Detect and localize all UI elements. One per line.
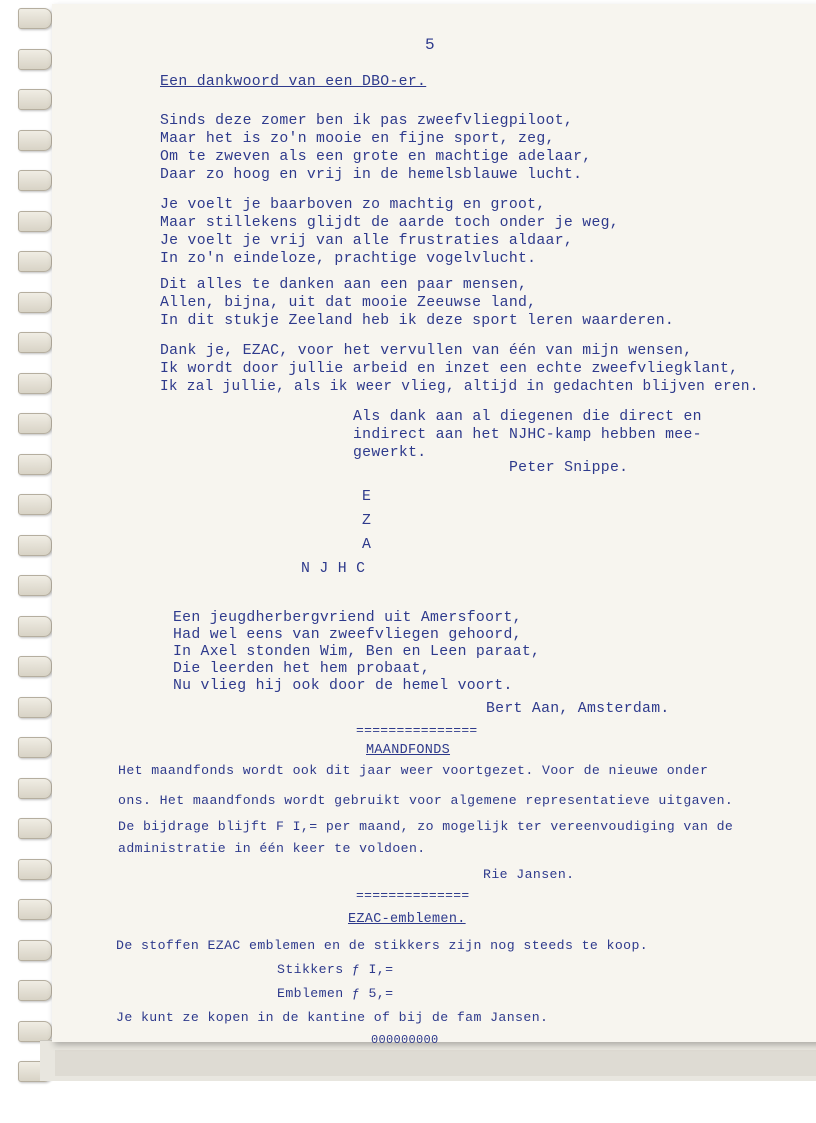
acrostic-row: N J H C [301, 561, 366, 577]
binding-ring [18, 616, 52, 637]
binding-ring [18, 535, 52, 556]
underlying-page-2 [55, 1050, 816, 1076]
poem-line: Je voelt je vrij van alle frustraties aldaar, [160, 233, 574, 249]
emblemen-title: EZAC-emblemen. [348, 912, 466, 927]
binding-ring [18, 940, 52, 961]
poem-line: Sinds deze zomer ben ik pas zweefvliegpiloot, [160, 113, 574, 129]
maandfonds-author: Rie Jansen. [483, 867, 575, 882]
binding-ring [18, 332, 52, 353]
poem-line: Ik zal jullie, als ik weer vlieg, altijd in gedachten blijven eren. [160, 379, 759, 395]
binding-ring [18, 737, 52, 758]
poem-line: Dit alles te danken aan een paar mensen, [160, 277, 528, 293]
binding-ring [18, 818, 52, 839]
binding-ring [18, 49, 52, 70]
acrostic-letter: Z [362, 513, 372, 529]
dedication-line: gewerkt. [353, 445, 427, 461]
binding-ring [18, 1021, 52, 1042]
poem-line: Had wel eens van zweefvliegen gehoord, [173, 627, 522, 643]
page-number: 5 [425, 36, 435, 54]
poem-line: Ik wordt door jullie arbeid en inzet een echte zweefvliegklant, [160, 361, 739, 377]
price-line: Emblemen ƒ 5,= [277, 986, 394, 1001]
poem-line: Dank je, EZAC, voor het vervullen van één van mijn wensen, [160, 343, 693, 359]
binding-ring [18, 170, 52, 191]
poem-line: Je voelt je baarboven zo machtig en groot, [160, 197, 546, 213]
poem-line: Maar het is zo'n mooie en fijne sport, zeg, [160, 131, 555, 147]
binding-ring [18, 899, 52, 920]
binding-ring [18, 373, 52, 394]
binding-ring [18, 454, 52, 475]
typed-page [52, 4, 816, 1047]
poem-line: Die leerden het hem probaat, [173, 661, 431, 677]
maandfonds-title: MAANDFONDS [366, 743, 451, 758]
price-line: Stikkers ƒ I,= [277, 962, 394, 977]
binding-ring [18, 697, 52, 718]
binding-ring [18, 494, 52, 515]
body-line: administratie in één keer te voldoen. [118, 841, 426, 856]
poem2-author: Bert Aan, Amsterdam. [486, 701, 670, 717]
dedication-line: indirect aan het NJHC-kamp hebben mee- [353, 427, 702, 443]
binding-ring [18, 8, 52, 29]
binding-ring [18, 413, 52, 434]
body-line: ons. Het maandfonds wordt gebruikt voor algemene representatieve uitgaven. [118, 793, 734, 808]
binding-ring [18, 292, 52, 313]
poem-line: Daar zo hoog en vrij in de hemelsblauwe lucht. [160, 167, 583, 183]
binding-ring [18, 211, 52, 232]
dedication-line: Als dank aan al diegenen die direct en [353, 409, 702, 425]
poem-line: Een jeugdherbergvriend uit Amersfoort, [173, 610, 522, 626]
poem-line: In zo'n eindeloze, prachtige vogelvlucht. [160, 251, 537, 267]
body-line: Het maandfonds wordt ook dit jaar weer voortgezet. Voor de nieuwe onder [118, 763, 709, 778]
acrostic-letter: E [362, 489, 372, 505]
poem-line: In dit stukje Zeeland heb ik deze sport leren waarderen. [160, 313, 675, 329]
acrostic-letter: A [362, 537, 372, 553]
poem1-author: Peter Snippe. [509, 460, 629, 476]
binding-ring [18, 575, 52, 596]
binding-ring [18, 980, 52, 1001]
binding-ring [18, 859, 52, 880]
footer-mark: 000000000 [371, 1033, 439, 1047]
binding-ring [18, 130, 52, 151]
binding-ring [18, 251, 52, 272]
poem-line: In Axel stonden Wim, Ben en Leen paraat, [173, 644, 541, 660]
poem1-title: Een dankwoord van een DBO-er. [160, 74, 427, 90]
separator: ============== [356, 888, 470, 903]
body-line: De bijdrage blijft F I,= per maand, zo mogelijk ter vereenvoudiging van de [118, 819, 734, 834]
poem-line: Maar stillekens glijdt de aarde toch onder je weg, [160, 215, 619, 231]
binding-ring [18, 89, 52, 110]
separator: =============== [356, 723, 478, 738]
emblemen-intro: De stoffen EZAC emblemen en de stikkers zijn nog steeds te koop. [116, 938, 649, 953]
binding-spine [0, 0, 58, 1123]
binding-ring [18, 656, 52, 677]
poem-line: Allen, bijna, uit dat mooie Zeeuwse land, [160, 295, 537, 311]
binding-ring [18, 778, 52, 799]
emblemen-outro: Je kunt ze kopen in de kantine of bij de fam Jansen. [116, 1010, 549, 1025]
poem-line: Om te zweven als een grote en machtige adelaar, [160, 149, 592, 165]
poem-line: Nu vlieg hij ook door de hemel voort. [173, 678, 513, 694]
